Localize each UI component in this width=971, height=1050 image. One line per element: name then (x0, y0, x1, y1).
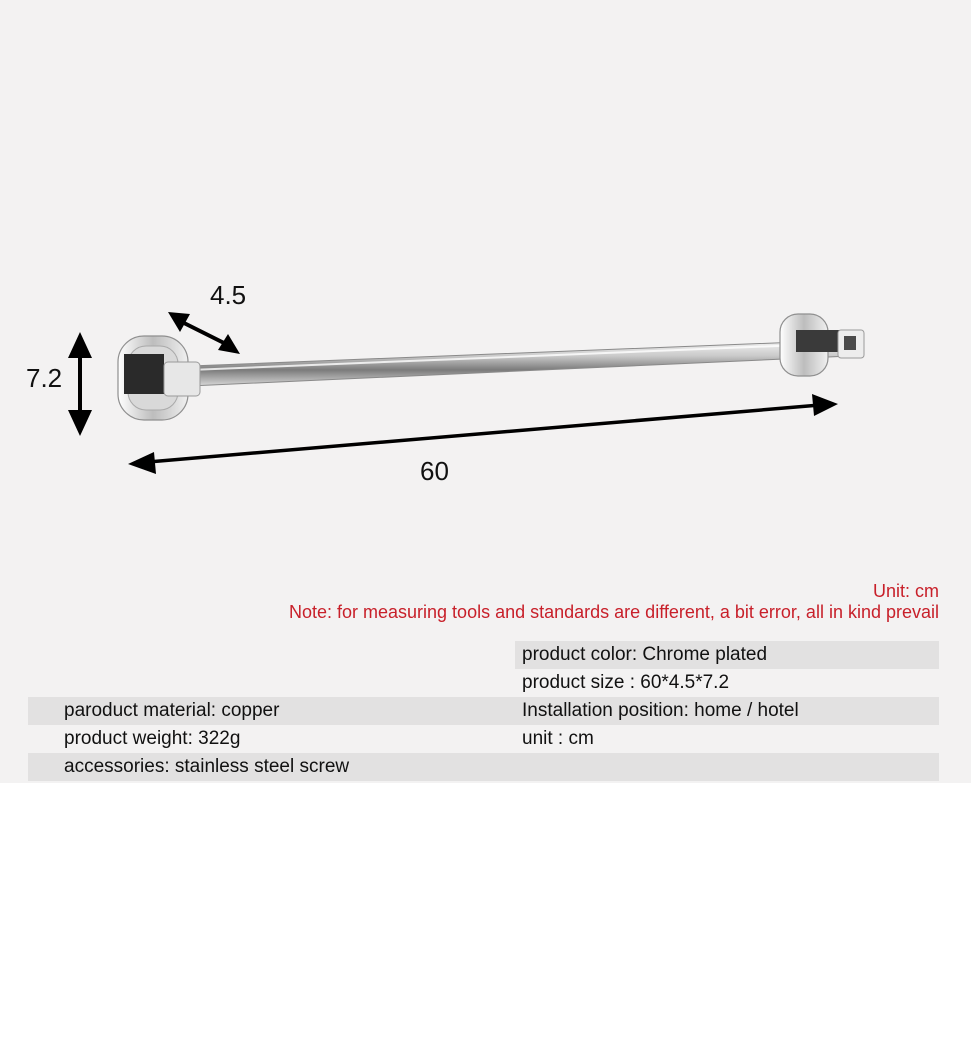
spec-left: paroduct material: copper (64, 700, 280, 721)
spec-row (28, 641, 939, 669)
spec-left: product weight: 322g (64, 728, 241, 749)
measurement-disclaimer: Note: for measuring tools and standards are different, a bit error, all in kind prevail (288, 602, 939, 622)
spec-left: accessories: stainless steel screw (64, 756, 350, 777)
spec-right: Installation position: home / hotel (522, 700, 799, 721)
length-dimension-label: 60 (420, 456, 449, 486)
spec-row (28, 725, 939, 753)
spec-row (28, 753, 939, 781)
spec-table (28, 641, 939, 781)
depth-dimension-label: 4.5 (210, 280, 247, 310)
height-dimension-label: 7.2 (26, 363, 63, 393)
right-mount-base (780, 314, 864, 376)
spec-right: product color: Chrome plated (522, 644, 768, 665)
height-arrow (68, 332, 92, 436)
unit-note: Unit: cm (872, 581, 939, 601)
spec-row (28, 669, 939, 697)
towel-bar-rod (190, 340, 850, 386)
length-arrow (128, 394, 838, 474)
spec-row (28, 697, 939, 725)
spec-right: product size : 60*4.5*7.2 (522, 672, 730, 693)
left-mount-base (118, 336, 200, 420)
spec-right: unit : cm (522, 728, 594, 749)
